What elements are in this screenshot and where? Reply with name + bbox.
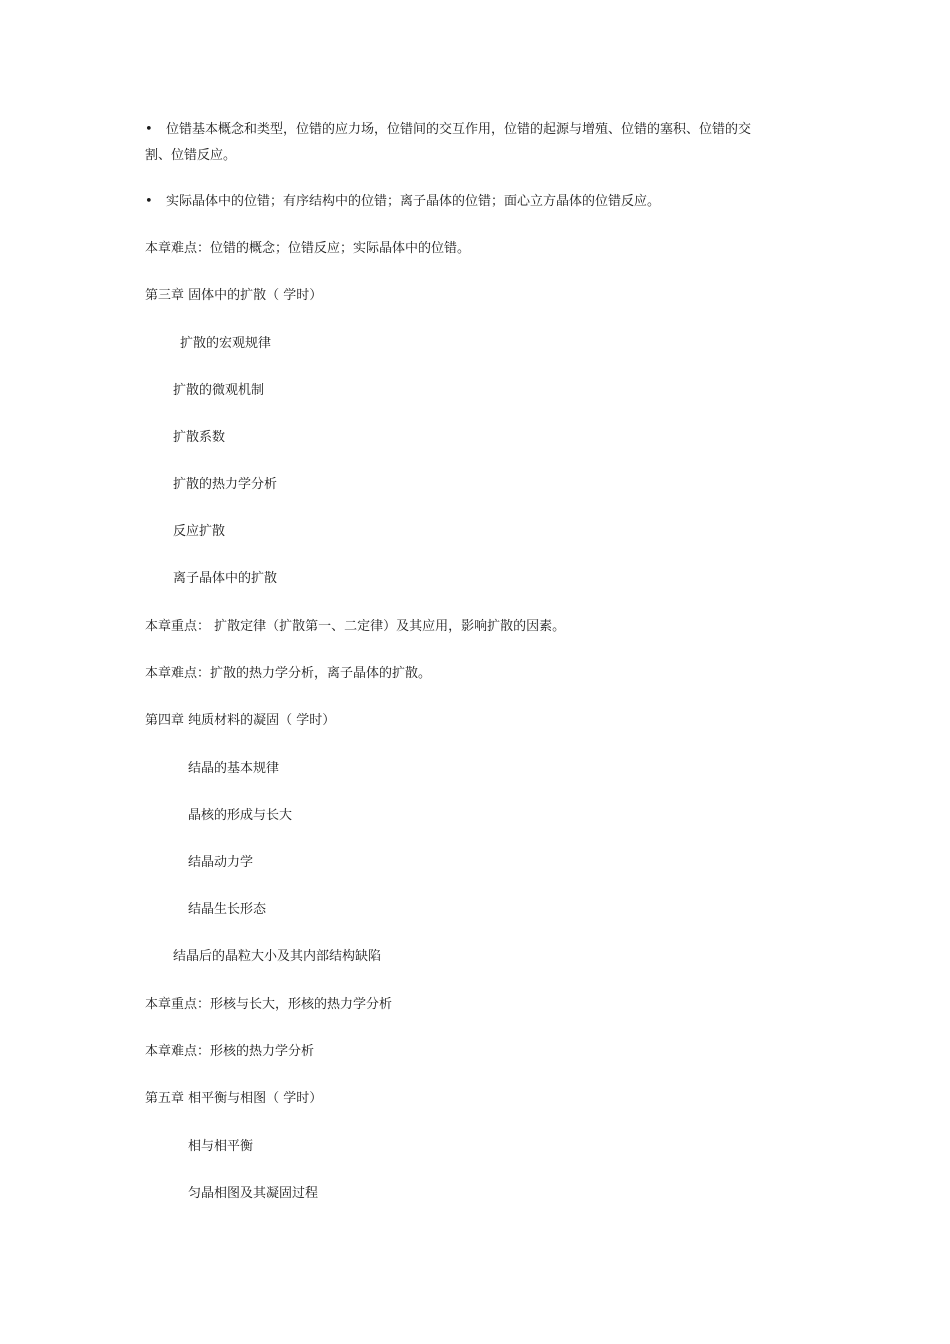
bullet-text-line: 实际晶体中的位错；有序结构中的位错；离子晶体的位错；面心立方晶体的位错反应。 [166, 194, 661, 209]
chapter-title: 第五章 相平衡与相图（ 学时） [145, 1091, 323, 1106]
bullet-text-wrap: 割、位错反应。 [145, 148, 237, 163]
bullet-symbol: • [145, 122, 153, 137]
bullet-symbol: • [145, 194, 153, 209]
bullet-item [145, 118, 817, 168]
bullet-text-line: 位错基本概念和类型，位错的应力场，位错间的交互作用，位错的起源与增殖、位错的塞积、位错的交 [166, 122, 752, 137]
section-item: 扩散的宏观规律 [180, 336, 272, 351]
section-item: 扩散系数 [173, 430, 226, 445]
chapter-difficulty: 本章难点：形核的热力学分析 [145, 1044, 315, 1059]
section-item: 晶核的形成与长大 [188, 808, 293, 823]
chapter-difficulty: 本章难点：扩散的热力学分析，离子晶体的扩散。 [145, 666, 432, 681]
section-item: 扩散的热力学分析 [173, 477, 278, 492]
chapter-title: 第三章 固体中的扩散（ 学时） [145, 288, 323, 303]
section-item: 反应扩散 [173, 524, 226, 539]
section-item: 扩散的微观机制 [173, 383, 265, 398]
section-item: 相与相平衡 [188, 1139, 254, 1154]
section-item: 结晶动力学 [188, 855, 254, 870]
bullet-item [145, 190, 817, 214]
chapter-title: 第四章 纯质材料的凝固（ 学时） [145, 713, 336, 728]
section-item: 离子晶体中的扩散 [173, 571, 278, 586]
chapter-key-points: 本章重点：形核与长大，形核的热力学分析 [145, 997, 393, 1012]
section-item: 结晶生长形态 [188, 902, 267, 917]
chapter-key-points: 本章重点： 扩散定律（扩散第一、二定律）及其应用，影响扩散的因素。 [145, 619, 566, 634]
chapter-difficulty: 本章难点：位错的概念；位错反应；实际晶体中的位错。 [145, 241, 471, 256]
section-item: 结晶后的晶粒大小及其内部结构缺陷 [173, 949, 382, 964]
section-item: 匀晶相图及其凝固过程 [188, 1186, 319, 1201]
section-item: 结晶的基本规律 [188, 761, 280, 776]
